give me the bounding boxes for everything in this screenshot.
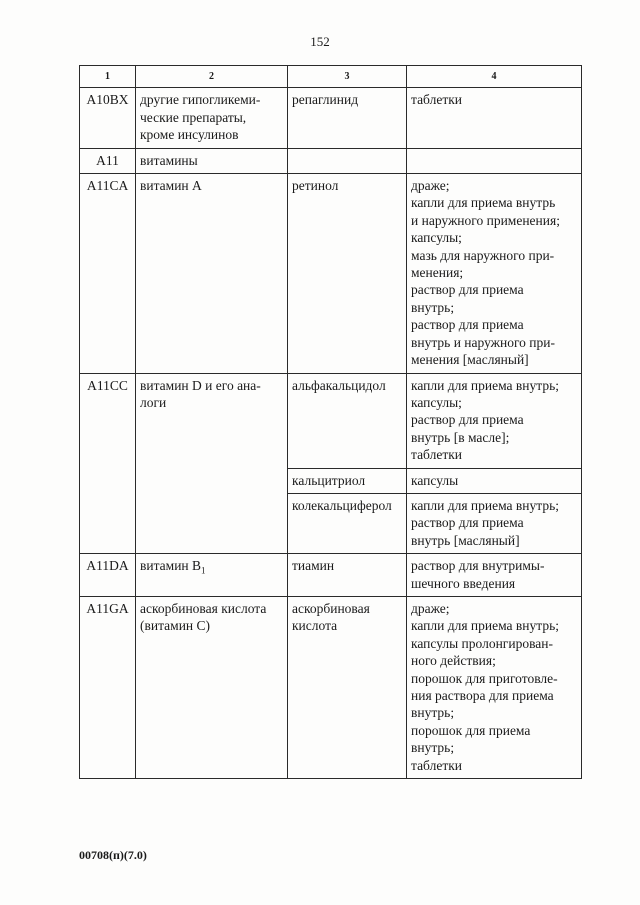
text-line: капли для приема внутрь; xyxy=(411,497,559,513)
text-line: таблетки xyxy=(411,757,463,773)
substance-name xyxy=(288,468,407,493)
text-line: капли для приема внутрь; xyxy=(411,377,559,393)
text-line: логи xyxy=(140,394,167,410)
text-line: раствор для приема xyxy=(411,317,524,333)
text-line: ния раствора для приема xyxy=(411,688,554,703)
table-row-a11 xyxy=(80,148,582,173)
table-row-a11ca xyxy=(80,174,582,373)
substance-name xyxy=(288,554,407,597)
text-line: мазь для наружного при- xyxy=(411,247,555,263)
column-header-3: 3 xyxy=(288,66,407,88)
drug-group xyxy=(136,148,288,173)
table-header-row xyxy=(80,66,582,88)
column-header-1: 1 xyxy=(80,66,136,88)
dosage-forms xyxy=(407,373,582,468)
text-line: таблетки xyxy=(411,92,463,108)
text-line: внутрь и наружного при- xyxy=(411,334,555,350)
text-line: колекальциферол xyxy=(292,497,392,513)
text-line: капсулы пролонгирован- xyxy=(411,635,553,651)
text-line: менения [масляный] xyxy=(411,352,529,368)
table-row-a11cc xyxy=(80,373,582,468)
text-line: кальцитриол xyxy=(292,472,366,488)
dosage-forms xyxy=(407,596,582,778)
text-line: внутрь [масляный] xyxy=(411,532,520,548)
page-number: 152 xyxy=(310,34,330,49)
substance-name xyxy=(288,148,407,173)
dosage-forms xyxy=(407,174,582,373)
substance-name xyxy=(288,373,407,468)
drug-table xyxy=(79,65,582,779)
text-line: таблетки xyxy=(411,447,463,463)
dosage-forms xyxy=(407,493,582,553)
text-line: аскорбиновая xyxy=(292,600,370,616)
column-header-2: 2 xyxy=(136,66,288,88)
text-line: порошок для приготовле- xyxy=(411,670,558,686)
table-row-a11da xyxy=(80,554,582,597)
table-row-a10bx xyxy=(80,88,582,148)
text-line: раствор для приема xyxy=(411,282,524,298)
text-line: раствор для приема xyxy=(411,515,524,531)
text-line: (витамин С) xyxy=(140,618,211,634)
text-line: капсулы xyxy=(411,472,459,488)
drug-group xyxy=(136,174,288,373)
drug-group xyxy=(136,88,288,148)
dosage-forms xyxy=(407,88,582,148)
document-code: 00708(п)(7.0) xyxy=(79,848,147,862)
text-line: аскорбиновая кислота xyxy=(140,600,267,616)
text-line: раствор для внутримы- xyxy=(411,558,545,574)
atc-code: A10BX xyxy=(80,88,136,148)
text-line: внутрь; xyxy=(411,299,455,315)
text-line: капсулы; xyxy=(411,394,462,410)
text-line xyxy=(140,557,284,574)
substance-name xyxy=(288,88,407,148)
text-line: внутрь [в масле]; xyxy=(411,429,510,445)
text-line: витамин А xyxy=(140,178,202,194)
text-line: шечного введения xyxy=(411,575,516,591)
text-line: кислота xyxy=(292,618,338,634)
text-line: капсулы; xyxy=(411,230,462,246)
text-line: капли для приема внутрь; xyxy=(411,618,559,634)
text-line: другие гипогликеми- xyxy=(140,92,261,108)
text-line: витамины xyxy=(140,152,198,168)
text-line: тиамин xyxy=(292,558,335,574)
atc-code: A11 xyxy=(80,148,136,173)
drug-group xyxy=(136,554,288,597)
text-line: витамин D и его ана- xyxy=(140,377,261,393)
subscript-index: 1 xyxy=(201,565,206,576)
text-line: драже; xyxy=(411,600,450,616)
text-line: капли для приема внутрь xyxy=(411,195,556,211)
atc-code: A11DA xyxy=(80,554,136,597)
drug-group xyxy=(136,596,288,778)
dosage-forms xyxy=(407,468,582,493)
text-line: внутрь; xyxy=(411,740,455,756)
text-line: альфакальцидол xyxy=(292,377,386,393)
dosage-forms xyxy=(407,148,582,173)
atc-code: A11GA xyxy=(80,596,136,778)
text-line: ного действия; xyxy=(411,653,496,669)
substance-name xyxy=(288,596,407,778)
text-line: внутрь; xyxy=(411,705,455,721)
text-line: раствор для приема xyxy=(411,412,524,428)
dosage-forms xyxy=(407,554,582,597)
text-line: драже; xyxy=(411,178,450,194)
drug-group xyxy=(136,373,288,554)
atc-code: A11CA xyxy=(80,174,136,373)
text-line: репаглинид xyxy=(292,92,359,108)
substance-name xyxy=(288,493,407,553)
atc-code: A11CC xyxy=(80,373,136,554)
text-line: кроме инсулинов xyxy=(140,127,239,143)
text-line: менения; xyxy=(411,265,464,281)
text-line: порошок для приема xyxy=(411,722,531,738)
text-line: ческие препараты, xyxy=(140,109,247,125)
group-text: витамин В xyxy=(140,558,202,574)
column-header-4: 4 xyxy=(407,66,582,88)
text-line: ретинол xyxy=(292,178,339,194)
substance-name xyxy=(288,174,407,373)
table-row-a11ga xyxy=(80,596,582,778)
text-line: и наружного применения; xyxy=(411,212,560,228)
